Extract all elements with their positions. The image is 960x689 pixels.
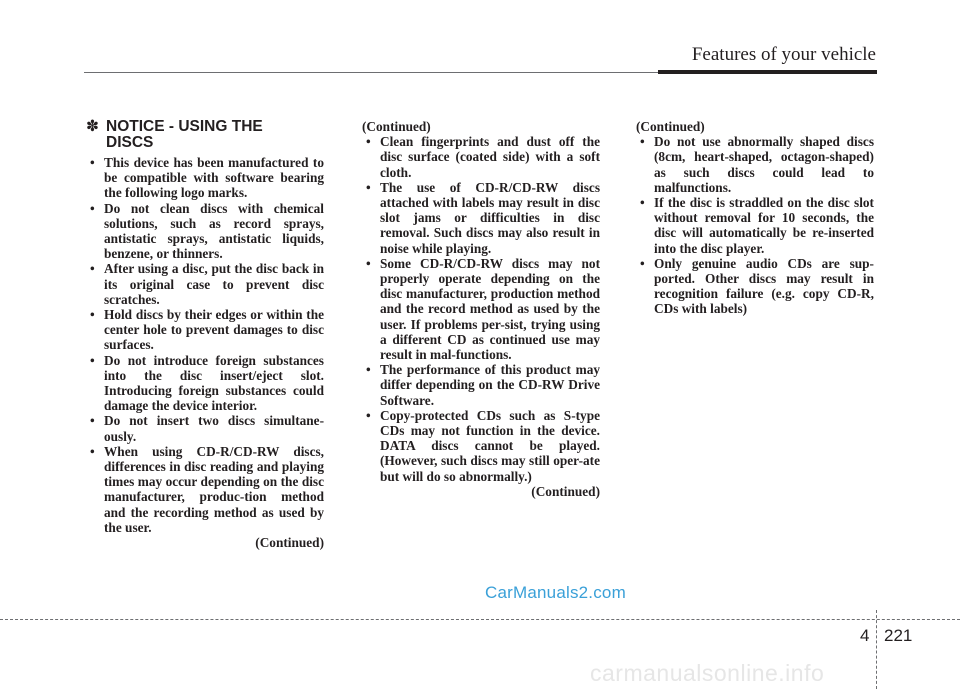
column-3 <box>636 119 874 317</box>
notice-list-item <box>636 256 874 317</box>
bullet-icon: • <box>90 155 95 170</box>
bullet-icon: • <box>90 443 95 459</box>
notice-list-item <box>86 307 324 353</box>
notice-item-text: The use of CD-R/CD-RW discs attached with labels may result in disc slot jams or difficulties in disc removal. Such discs may also result in noise while playing. <box>380 179 600 256</box>
column-1 <box>86 119 324 550</box>
notice-list-item <box>86 413 324 443</box>
notice-list-column-3 <box>636 134 874 316</box>
notice-star-icon: ✽ <box>86 118 99 135</box>
site-watermark: carmanualsonline.info <box>590 660 825 686</box>
bullet-icon: • <box>90 352 95 368</box>
continued-label: (Continued) <box>362 119 431 134</box>
header-rule-accent <box>658 70 877 74</box>
bullet-icon: • <box>90 307 95 323</box>
bullet-icon: • <box>90 200 95 216</box>
notice-list-item <box>362 256 600 362</box>
notice-list-item <box>86 201 324 262</box>
bullet-icon: • <box>366 407 371 423</box>
page-number: 221 <box>884 626 913 645</box>
header-title: Features of your vehicle <box>691 44 876 65</box>
notice-item-text: Clean fingerprints and dust off the disc surface (coated side) with a soft cloth. <box>380 134 600 180</box>
footer-rule <box>0 619 960 620</box>
notice-item-text: Do not clean discs with chemical solutions, such as record sprays, antistatic sprays, antistatic liquids, benzene, or thinners. <box>104 200 324 262</box>
notice-list-item <box>362 408 600 484</box>
notice-item-text: Do not use abnormally shaped discs (8cm, heart-shaped, octagon-shaped) as such discs could lead to malfunctions. <box>654 134 874 195</box>
continued-label: (Continued) <box>255 535 324 551</box>
notice-item-text: After using a disc, put the disc back in its original case to prevent disc scratches. <box>104 261 324 307</box>
notice-list-item <box>86 444 324 535</box>
bullet-icon: • <box>640 255 645 271</box>
header-rule <box>84 72 694 73</box>
notice-list-item <box>86 261 324 307</box>
bullet-icon: • <box>366 362 371 378</box>
notice-list-item <box>636 134 874 195</box>
notice-item-text: Hold discs by their edges or within the center hole to prevent damages to disc surfaces. <box>104 307 324 353</box>
continued-label: (Continued) <box>636 119 705 134</box>
notice-item-text: The performance of this product may differ depending on the CD-RW Drive Software. <box>380 362 600 408</box>
bullet-icon: • <box>366 179 371 195</box>
notice-item-text: If the disc is straddled on the disc slot without removal for 10 seconds, the disc will automatically be re-inserted into the disc player. <box>654 195 874 256</box>
notice-item-text: Do not insert two discs simultane-ously. <box>104 413 324 444</box>
notice-list-item <box>86 155 324 201</box>
notice-item-text: When using CD-R/CD-RW discs, differences in disc reading and playing times may occur depending on the disc manufacturer, produc-tion method and the recording method as used by the user. <box>104 443 324 535</box>
bullet-icon: • <box>640 134 645 150</box>
bullet-icon: • <box>90 261 95 277</box>
notice-item-text: Some CD-R/CD-RW discs may not properly operate depending on the disc manufacturer, production method and the record method as used by the user. If problems per-sist, trying using a different CD as continued use may result in mal-functions. <box>380 255 600 363</box>
page-divider <box>876 610 877 689</box>
notice-list-item <box>86 353 324 414</box>
watermark-link[interactable]: CarManuals2.com <box>485 583 626 602</box>
notice-list-item <box>362 180 600 256</box>
chapter-number: 4 <box>860 626 870 645</box>
notice-title: ✽ NOTICE - USING THE DISCS <box>86 118 263 151</box>
column-2 <box>362 119 600 499</box>
continued-label: (Continued) <box>531 483 600 499</box>
notice-list-item <box>362 134 600 180</box>
bullet-icon: • <box>366 134 371 150</box>
notice-item-text: Do not introduce foreign substances into the disc insert/eject slot. Introducing foreign substances could damage the device interior. <box>104 352 324 414</box>
notice-list-item <box>362 362 600 408</box>
notice-list-item <box>636 195 874 256</box>
bullet-icon: • <box>640 195 645 211</box>
notice-item-text: This device has been manufactured to be compatible with software bearing the following logo marks. <box>104 155 324 201</box>
notice-list-column-2 <box>362 134 600 484</box>
bullet-icon: • <box>366 255 371 271</box>
notice-item-text: Copy-protected CDs such as S-type CDs may not function in the device. DATA discs cannot be played. (However, such discs may still oper-ate but will do so abnormally.) <box>380 407 600 484</box>
notice-list-column-1 <box>86 155 324 535</box>
notice-item-text: Only genuine audio CDs are sup-ported. Other discs may result in recognition failure (e.g. copy CD-R, CDs with labels) <box>654 255 874 317</box>
bullet-icon: • <box>90 413 95 429</box>
